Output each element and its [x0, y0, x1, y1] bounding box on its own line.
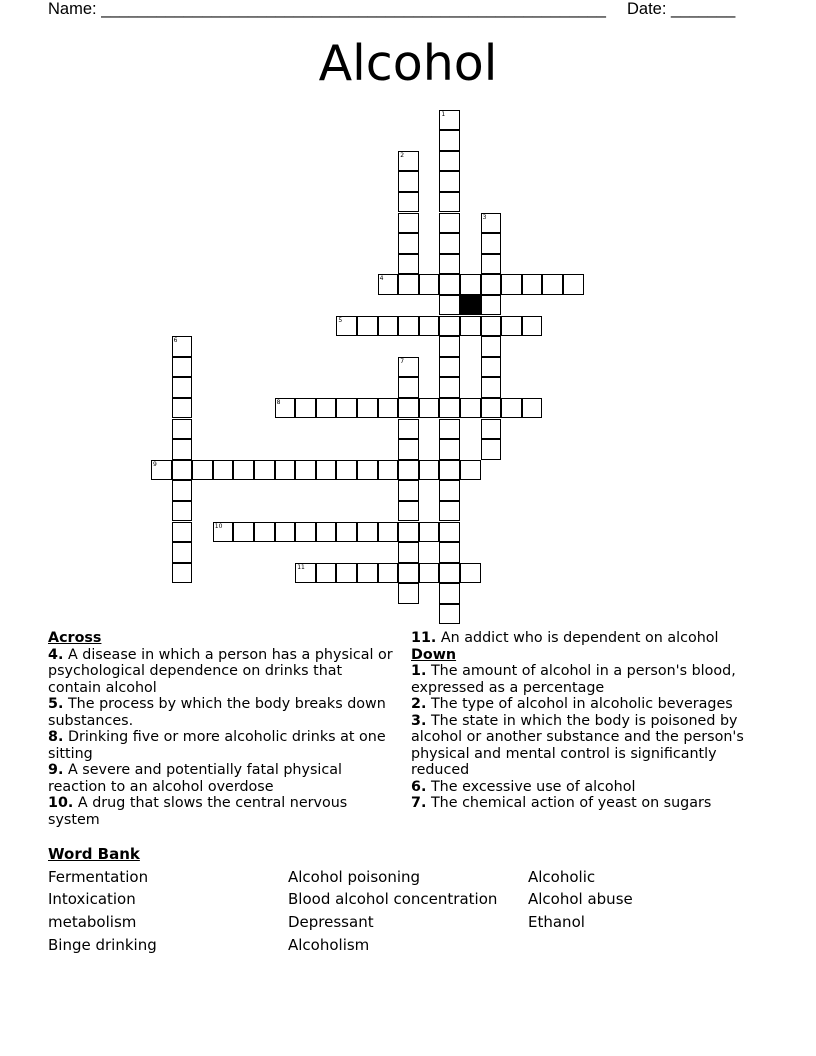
crossword-cell[interactable]: [378, 274, 399, 295]
crossword-cell[interactable]: [357, 522, 378, 543]
crossword-cell[interactable]: [378, 522, 399, 543]
word-bank-item: Alcoholism: [288, 936, 370, 954]
clue-down-3: [411, 713, 761, 779]
crossword-cell[interactable]: [398, 439, 419, 460]
crossword-cell[interactable]: [439, 233, 460, 254]
crossword-cell[interactable]: [439, 171, 460, 192]
clue-number: 6.: [411, 778, 427, 795]
cell-number: 3: [482, 213, 487, 221]
clue-text: The excessive use of alcohol: [430, 778, 636, 795]
crossword-cell[interactable]: [172, 419, 193, 440]
word-bank-item: Blood alcohol concentration: [288, 890, 498, 908]
crossword-cell[interactable]: [398, 316, 419, 337]
crossword-cell[interactable]: [295, 563, 316, 584]
crossword-cell[interactable]: [439, 439, 460, 460]
crossword-cell[interactable]: [439, 398, 460, 419]
crossword-cell[interactable]: [398, 151, 419, 172]
crossword-cell[interactable]: [172, 522, 193, 543]
cell-number: 7: [400, 357, 405, 365]
crossword-cell[interactable]: [419, 522, 440, 543]
crossword-cell[interactable]: [398, 480, 419, 501]
clue-number: 3.: [411, 712, 427, 729]
clue-text: A drug that slows the central nervous system: [48, 795, 348, 828]
crossword-cell[interactable]: [439, 460, 460, 481]
crossword-cell[interactable]: [172, 377, 193, 398]
crossword-cell[interactable]: [439, 542, 460, 563]
crossword-cell[interactable]: [254, 522, 275, 543]
word-bank-item: Fermentation: [48, 868, 149, 886]
crossword-cell[interactable]: [439, 377, 460, 398]
crossword-cell[interactable]: [439, 336, 460, 357]
crossword-cell[interactable]: [481, 398, 502, 419]
word-bank-item: Alcohol poisoning: [288, 868, 421, 886]
cell-number: 11: [297, 563, 305, 571]
crossword-cell[interactable]: [501, 398, 522, 419]
crossword-cell[interactable]: [275, 398, 296, 419]
clue-across-5: [48, 696, 398, 729]
crossword-cell[interactable]: [439, 357, 460, 378]
crossword-cell[interactable]: [172, 563, 193, 584]
crossword-cell[interactable]: [563, 274, 584, 295]
crossword-cell[interactable]: [172, 501, 193, 522]
clue-text: The process by which the body breaks down substances.: [48, 696, 386, 729]
crossword-cell[interactable]: [336, 398, 357, 419]
cell-number: 8: [276, 398, 281, 406]
crossword-cell[interactable]: [398, 398, 419, 419]
clue-number: 2.: [411, 696, 427, 712]
crossword-cell[interactable]: [357, 563, 378, 584]
crossword-cell[interactable]: [501, 316, 522, 337]
crossword-cell[interactable]: [172, 336, 193, 357]
crossword-cell[interactable]: [398, 377, 419, 398]
clue-number: 10.: [48, 795, 74, 811]
crossword-cell[interactable]: [398, 563, 419, 584]
crossword-cell[interactable]: [481, 233, 502, 254]
date-label: Date:: [627, 0, 672, 18]
date-line[interactable]: _______: [671, 0, 736, 18]
crossword-cell[interactable]: [172, 460, 193, 481]
crossword-cell[interactable]: [336, 460, 357, 481]
clue-text: The state in which the body is poisoned by alcohol or another substance and the person's physical and mental control is significantly reduced: [411, 712, 744, 778]
crossword-cell[interactable]: [275, 460, 296, 481]
clue-text: An addict who is dependent on alcohol: [440, 630, 719, 646]
crossword-cell[interactable]: [481, 336, 502, 357]
word-bank-item: metabolism: [48, 913, 137, 931]
clue-number: 4.: [48, 646, 64, 663]
crossword-cell[interactable]: [439, 316, 460, 337]
cell-number: 4: [379, 275, 384, 283]
crossword-cell[interactable]: [172, 439, 193, 460]
crossword-cell[interactable]: [542, 274, 563, 295]
crossword-cell[interactable]: [336, 563, 357, 584]
crossword-cell[interactable]: [398, 254, 419, 275]
crossword-cell[interactable]: [357, 460, 378, 481]
crossword-cell[interactable]: [419, 316, 440, 337]
crossword-cell[interactable]: [378, 460, 399, 481]
crossword-cell[interactable]: [419, 460, 440, 481]
crossword-cell[interactable]: [439, 480, 460, 501]
crossword-cell[interactable]: [481, 439, 502, 460]
crossword-cell[interactable]: [275, 522, 296, 543]
crossword-cell[interactable]: [254, 460, 275, 481]
name-label: Name:: [48, 0, 102, 18]
cell-number: 6: [173, 337, 178, 345]
word-bank-item: Binge drinking: [48, 936, 157, 954]
crossword-cell[interactable]: [295, 460, 316, 481]
cell-number: 5: [338, 316, 343, 324]
crossword-cell[interactable]: [439, 501, 460, 522]
clue-across-10: [48, 795, 398, 828]
crossword-cell[interactable]: [460, 274, 481, 295]
crossword-cell[interactable]: [233, 522, 254, 543]
word-bank-heading: Word Bank: [48, 845, 140, 863]
crossword-cell[interactable]: [398, 192, 419, 213]
word-bank-item: Ethanol: [528, 913, 585, 931]
clue-number: 5.: [48, 696, 64, 712]
crossword-cell[interactable]: [481, 274, 502, 295]
clue-text: A severe and potentially fatal physical reaction to an alcohol overdose: [48, 762, 342, 795]
crossword-cell[interactable]: [398, 583, 419, 604]
word-bank-item: Alcoholic: [528, 868, 596, 886]
crossword-cell[interactable]: [522, 398, 543, 419]
clue-number: 9.: [48, 762, 64, 778]
crossword-cell[interactable]: [378, 563, 399, 584]
clue-text: The amount of alcohol in a person's blood, expressed as a percentage: [411, 663, 736, 696]
crossword-cell[interactable]: [439, 583, 460, 604]
crossword-cell[interactable]: [439, 522, 460, 543]
crossword-cell[interactable]: [398, 233, 419, 254]
crossword-cell[interactable]: [460, 316, 481, 337]
crossword-cell[interactable]: [439, 130, 460, 151]
clue-text: The chemical action of yeast on sugars: [430, 795, 712, 811]
crossword-cell[interactable]: [316, 522, 337, 543]
clue-text: A disease in which a person has a physical or psychological dependence on drinks that contain alcohol: [48, 646, 393, 696]
word-bank-item: Depressant: [288, 913, 374, 931]
clue-across-9: [48, 762, 398, 795]
crossword-cell[interactable]: [357, 316, 378, 337]
clue-text: The type of alcohol in alcoholic beverages: [430, 696, 733, 712]
crossword-cell[interactable]: [522, 274, 543, 295]
crossword-cell[interactable]: [481, 213, 502, 234]
crossword-cell[interactable]: [398, 171, 419, 192]
crossword-cell[interactable]: [460, 563, 481, 584]
crossword-cell[interactable]: [501, 274, 522, 295]
crossword-cell[interactable]: [316, 563, 337, 584]
clue-down-7: [411, 795, 761, 812]
crossword-cell[interactable]: [316, 398, 337, 419]
name-line[interactable]: _______________________________________________________: [101, 0, 606, 18]
crossword-cell[interactable]: [439, 295, 460, 316]
clue-text: Drinking five or more alcoholic drinks at one sitting: [48, 729, 386, 762]
clue-number: 1.: [411, 663, 427, 679]
crossword-cell[interactable]: [481, 357, 502, 378]
crossword-cell[interactable]: [481, 419, 502, 440]
crossword-cell[interactable]: [439, 110, 460, 131]
crossword-cell[interactable]: [439, 419, 460, 440]
crossword-cell[interactable]: [398, 542, 419, 563]
crossword-cell[interactable]: [336, 522, 357, 543]
crossword-cell[interactable]: [378, 398, 399, 419]
crossword-cell[interactable]: [172, 542, 193, 563]
crossword-cell[interactable]: [172, 398, 193, 419]
word-bank-item: Alcohol abuse: [528, 890, 633, 908]
cell-number: 10: [214, 522, 223, 530]
crossword-cell[interactable]: [378, 316, 399, 337]
clue-across-8: [48, 729, 398, 762]
clue-number: 11.: [411, 630, 437, 646]
crossword-cell[interactable]: [460, 398, 481, 419]
crossword-cell[interactable]: [172, 357, 193, 378]
crossword-cell[interactable]: [419, 398, 440, 419]
across-heading: Across: [48, 630, 102, 646]
crossword-cell[interactable]: [439, 604, 460, 625]
black-square: [460, 295, 481, 316]
clue-down-6: [411, 779, 761, 796]
crossword-cell[interactable]: [439, 192, 460, 213]
crossword-cell[interactable]: [213, 460, 234, 481]
word-bank: [48, 845, 768, 954]
crossword-cell[interactable]: [481, 254, 502, 275]
crossword-cell[interactable]: [295, 522, 316, 543]
crossword-cell[interactable]: [336, 316, 357, 337]
crossword-cell[interactable]: [460, 460, 481, 481]
crossword-cell[interactable]: [481, 316, 502, 337]
crossword-cell[interactable]: [398, 460, 419, 481]
crossword-cell[interactable]: [295, 398, 316, 419]
crossword-cell[interactable]: [439, 151, 460, 172]
clues-left-column: [48, 630, 398, 828]
crossword-cell[interactable]: [419, 274, 440, 295]
crossword-cell[interactable]: [439, 254, 460, 275]
crossword-cell[interactable]: [398, 357, 419, 378]
crossword-cell[interactable]: [151, 460, 172, 481]
cell-number: 2: [400, 151, 405, 159]
crossword-cell[interactable]: [398, 501, 419, 522]
clue-across-11: [411, 630, 761, 647]
down-heading: Down: [411, 646, 457, 663]
cell-number: 9: [153, 460, 157, 468]
crossword-cell[interactable]: [233, 460, 254, 481]
page-title: Alcohol: [318, 35, 498, 92]
crossword-cell[interactable]: [398, 213, 419, 234]
clue-number: 8.: [48, 729, 64, 745]
crossword-cell[interactable]: [398, 419, 419, 440]
clue-down-1: [411, 663, 761, 696]
crossword-cell[interactable]: [439, 213, 460, 234]
clue-down-2: [411, 696, 761, 713]
crossword-cell[interactable]: [398, 274, 419, 295]
clue-number: 7.: [411, 795, 427, 811]
cell-number: 1: [441, 110, 446, 118]
crossword-cell[interactable]: [172, 480, 193, 501]
clues-right-column: [411, 630, 761, 812]
clue-across-4: [48, 647, 398, 697]
crossword-cell[interactable]: [481, 295, 502, 316]
crossword-cell[interactable]: [439, 274, 460, 295]
crossword-cell[interactable]: [522, 316, 543, 337]
crossword-cell[interactable]: [481, 377, 502, 398]
crossword-cell[interactable]: [316, 460, 337, 481]
crossword-cell[interactable]: [213, 522, 234, 543]
crossword-cell[interactable]: [439, 563, 460, 584]
word-bank-item: Intoxication: [48, 890, 136, 908]
crossword-cell[interactable]: [357, 398, 378, 419]
crossword-cell[interactable]: [192, 460, 213, 481]
crossword-cell[interactable]: [398, 522, 419, 543]
crossword-cell[interactable]: [419, 563, 440, 584]
